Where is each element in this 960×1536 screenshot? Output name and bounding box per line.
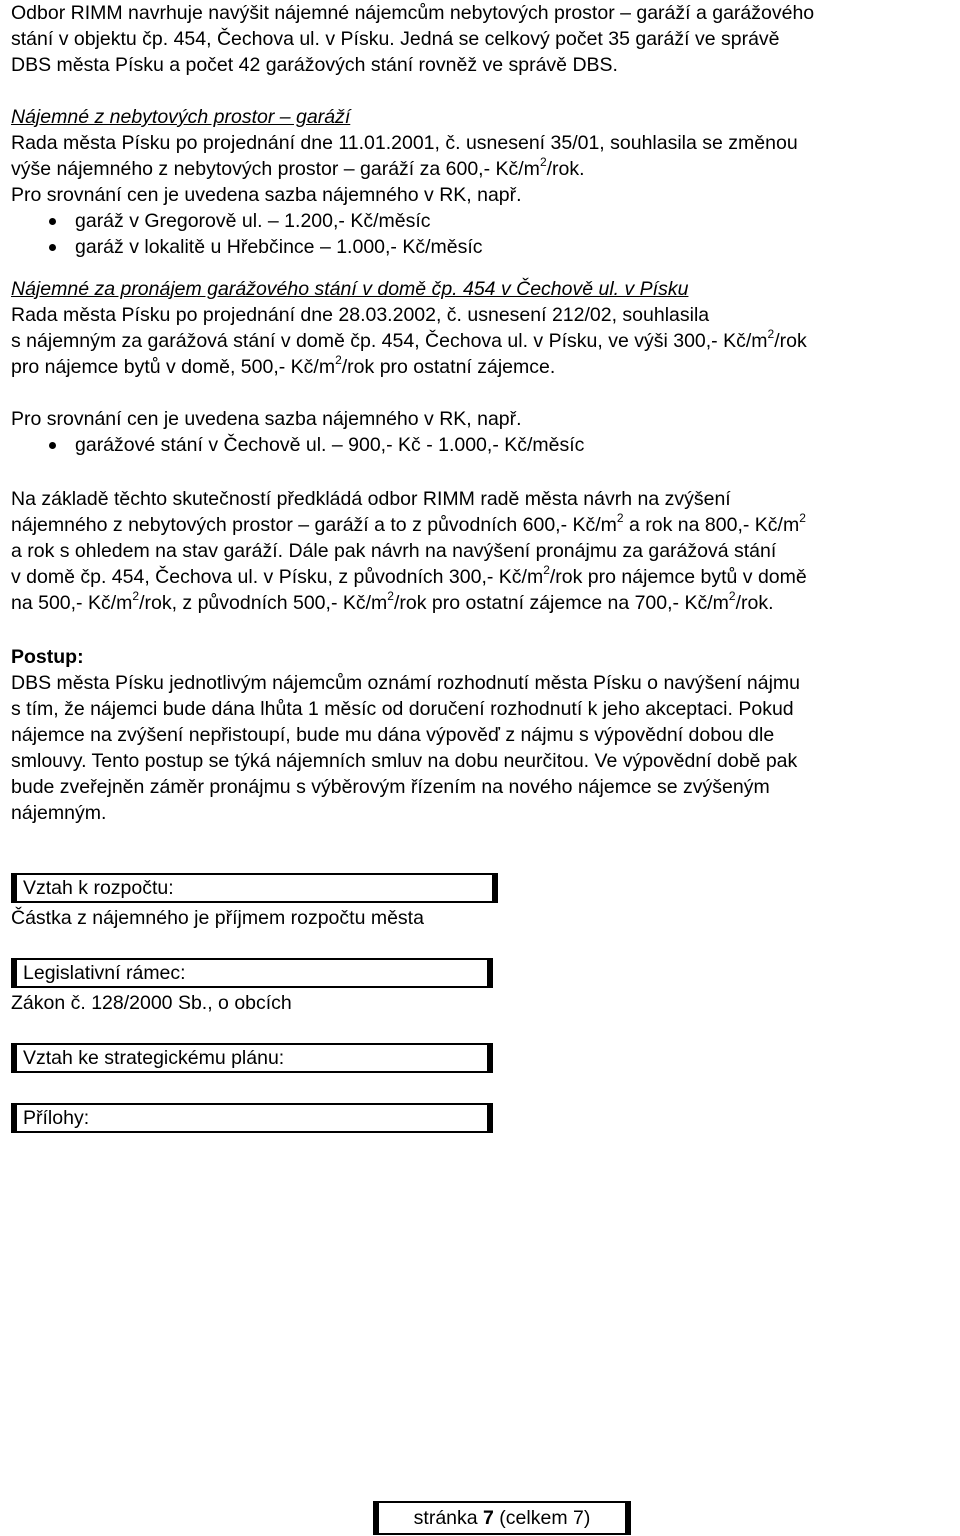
price-list — [11, 208, 955, 260]
procedure-line: smlouvy. Tento postup se týká nájemních smluv na dobu neurčitou. Ve výpovědní době pak — [11, 750, 798, 772]
list-item: garáž v Gregorově ul. – 1.200,- Kč/měsíc — [11, 208, 955, 234]
proposal-line: Na základě těchto skutečností předkládá odbor RIMM radě města návrh na zvýšení — [11, 488, 731, 510]
bullet-icon — [49, 244, 56, 251]
section-heading: Nájemné za pronájem garážového stání v domě čp. 454 v Čechově ul. v Písku — [11, 278, 689, 300]
proposal-line: nájemného z nebytových prostor – garáží a to z původních 600,- $Kč/m^2$ a rok na 800,- $Kč/m^2$ — [11, 510, 806, 536]
intro-line: Odbor RIMM navrhuje navýšit nájemné nájemcům nebytových prostor – garáží a garážového — [11, 2, 815, 24]
legislation-box: Legislativní rámec: — [11, 958, 493, 988]
procedure-line: DBS města Písku jednotlivým nájemcům oznámí rozhodnutí města Písku o navýšení nájmu — [11, 672, 801, 694]
attachments-box: Přílohy: — [11, 1103, 493, 1133]
strategy-section — [11, 1043, 493, 1073]
procedure-section — [11, 644, 955, 826]
procedure-line: bude zveřejněn záměr pronájmu s výběrovým řízením na nového nájemce se zvýšeným — [11, 776, 770, 798]
bullet-icon — [49, 442, 56, 449]
compare-text: Pro srovnání cen je uvedena sazba nájemného v RK, např. — [11, 408, 522, 430]
legislation-section — [11, 958, 493, 1016]
budget-text: Částka z nájemného je příjmem rozpočtu města — [11, 907, 424, 929]
page-prefix: stránka — [413, 1507, 484, 1529]
page-footer — [373, 1501, 631, 1535]
list-item: garáž v lokalitě u Hřebčince – 1.000,- Kč/měsíc — [11, 234, 955, 260]
procedure-heading: Postup: — [11, 646, 84, 668]
section-line: s nájemným za garážová stání v domě čp. 454, Čechova ul. v Písku, ve výši 300,- $Kč/m^2$/rok — [11, 326, 807, 352]
section-line: Rada města Písku po projednání dne 11.01.2001, č. usnesení 35/01, souhlasila se změnou — [11, 132, 798, 154]
section-line: Rada města Písku po projednání dne 28.03.2002, č. usnesení 212/02, souhlasila — [11, 304, 710, 326]
bullet-icon — [49, 218, 56, 225]
budget-box: Vztah k rozpočtu: — [11, 873, 498, 903]
page-suffix: (celkem 7) — [493, 1507, 591, 1529]
procedure-line: s tím, že nájemci bude dána lhůta 1 měsíc od doručení rozhodnutí k jeho akceptaci. Pokud — [11, 698, 794, 720]
budget-section — [11, 873, 498, 931]
section-garages — [11, 104, 955, 260]
section-line: výše nájemného z nebytových prostor – garáží za 600,- $Kč/m^2$/rok. — [11, 154, 585, 180]
section-line: pro nájemce bytů v domě, 500,- $Kč/m^2$/rok pro ostatní zájemce. — [11, 352, 556, 378]
intro-line: stání v objektu čp. 454, Čechova ul. v Písku. Jedná se celkový počet 35 garáží ve správě — [11, 28, 780, 50]
proposal-line: na 500,- $Kč/m^2$/rok, z původních 500,- $Kč/m^2$/rok pro ostatní zájemce na 700,- $Kč/m^2$/rok. — [11, 588, 774, 614]
section-heading: Nájemné z nebytových prostor – garáží — [11, 106, 351, 128]
procedure-line: nájemným. — [11, 802, 107, 824]
intro-paragraph — [11, 0, 955, 78]
section-parking — [11, 276, 955, 458]
procedure-line: nájemce na zvýšení nepřistoupí, bude mu dána výpověď z nájmu s výpovědní dobou dle — [11, 724, 775, 746]
strategy-box: Vztah ke strategickému plánu: — [11, 1043, 493, 1073]
compare-text: Pro srovnání cen je uvedena sazba nájemného v RK, např. — [11, 184, 522, 206]
page-number: 7 — [483, 1507, 494, 1529]
document-body — [11, 0, 955, 826]
proposal-paragraph — [11, 486, 955, 616]
proposal-line: v domě čp. 454, Čechova ul. v Písku, z původních 300,- $Kč/m^2$/rok pro nájemce bytů v domě — [11, 562, 807, 588]
legislation-text: Zákon č. 128/2000 Sb., o obcích — [11, 992, 292, 1014]
attachments-section — [11, 1103, 493, 1133]
proposal-line: a rok s ohledem na stav garáží. Dále pak návrh na navýšení pronájmu za garážová stání — [11, 540, 777, 562]
intro-line: DBS města Písku a počet 42 garážových stání rovněž ve správě DBS. — [11, 54, 618, 76]
list-item: garážové stání v Čechově ul. – 900,- Kč - 1.000,- Kč/měsíc — [11, 432, 955, 458]
price-list — [11, 432, 955, 458]
